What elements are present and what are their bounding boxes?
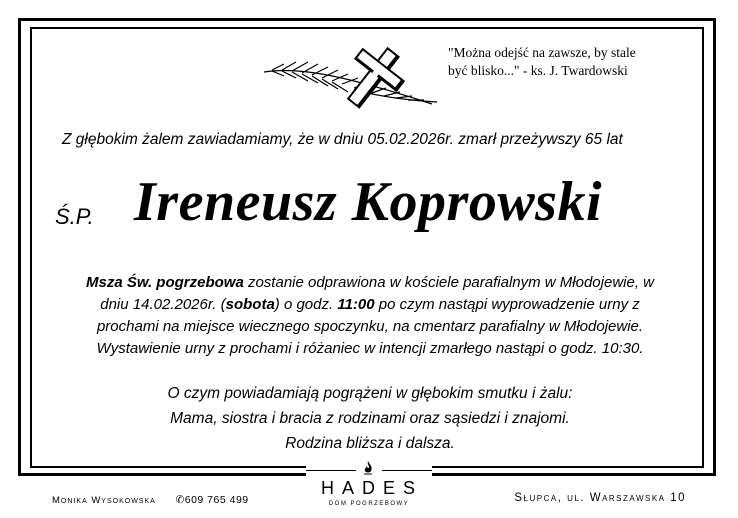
mass-line-2 [50, 294, 690, 316]
mass-line-1 [50, 272, 690, 294]
logo-subtitle: DOM POGRZEBOWY [328, 501, 410, 507]
closing-text [50, 381, 690, 456]
logo-line-left [306, 470, 356, 471]
hades-logo [306, 458, 432, 516]
flame-icon [361, 460, 375, 479]
logo-word: HADES [320, 478, 423, 498]
closing-line-2: Mama, siostra i bracia z rodzinami oraz sąsiedzi i znajomi. [170, 410, 570, 427]
quote [448, 44, 688, 80]
contact-phone: ✆609 765 499 [175, 494, 249, 506]
logo-line-right [382, 470, 432, 471]
mass-line-2-b: ) o godz. [274, 296, 338, 313]
closing-line-1: O czym powiadamiają pogrążeni w głębokim smutku i żalu: [167, 385, 573, 402]
intro-text: Z głębokim żalem zawiadamiamy, że w dniu 05.02.2026r. zmarł przeżywszy 65 lat [62, 131, 623, 148]
quote-line-1: "Można odejść na zawsze, by stale [448, 45, 636, 60]
mass-title: Msza Św. pogrzebowa [85, 274, 244, 291]
prefix-sp: Ś.P. [55, 204, 94, 229]
footer-address: Słupca, ul. Warszawska 10 [514, 492, 686, 504]
mass-line-2-c: po czym nastąpi wyprowadzenie urny z [374, 296, 640, 313]
mass-time: 11:00 [337, 296, 375, 313]
contact-name: Monika Wysokowska [52, 495, 156, 506]
quote-line-2: być blisko..." - ks. J. Twardowski [448, 63, 628, 78]
deceased-name: Ireneusz Koprowski [134, 171, 603, 233]
cross-with-palm-icon [262, 40, 442, 116]
mass-line-4: Wystawienie urny z prochami i różaniec w intencji zmarłego nastąpi o godz. 10:30. [96, 340, 644, 357]
footer-contact [52, 494, 249, 506]
mass-line-1-rest: zostanie odprawiona w kościele parafialnym w Młodojewie, w [243, 274, 654, 291]
mass-line-2-a: dniu 14.02.2026r. ( [100, 296, 226, 313]
mass-line-3: prochami na miejsce wiecznego spoczynku, na cmentarz parafialny w Młodojewie. [96, 318, 644, 335]
mass-details [50, 272, 690, 360]
closing-line-3: Rodzina bliższa i dalsza. [285, 435, 455, 452]
mass-day: sobota [225, 296, 275, 313]
